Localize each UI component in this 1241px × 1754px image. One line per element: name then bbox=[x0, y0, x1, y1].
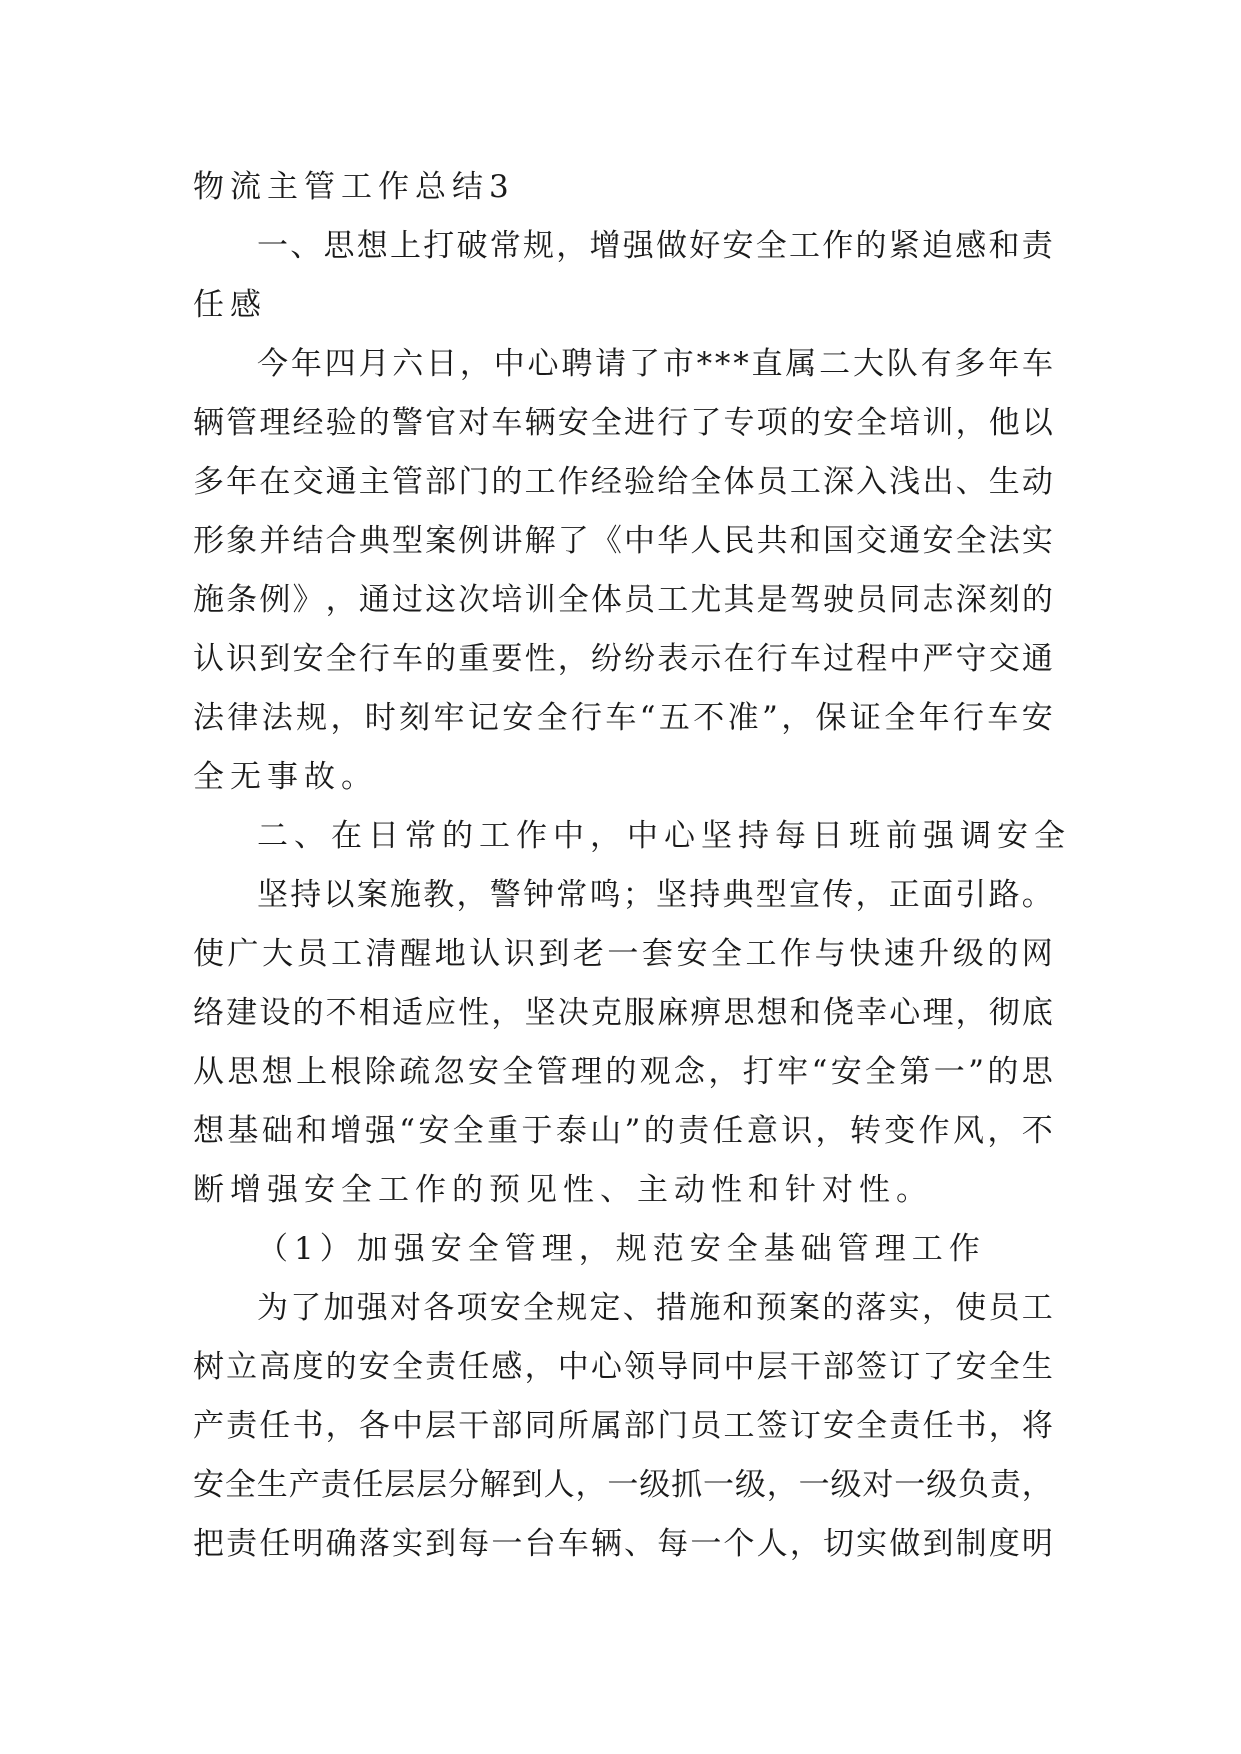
paragraph-line: 想 基 础 和 增 强 “ 安 全 重 于 泰 山 ” 的 责 任 意 识 ， 转 变 作 风 ， 不 bbox=[193, 1113, 1053, 1149]
paragraph-line: （1）加强安全管理，规范安全基础管理工作 bbox=[257, 1231, 986, 1267]
paragraph-line: 产 责 任 书 ， 各 中 层 干 部 同 所 属 部 门 员 工 签 订 安 全 责 任 书 ， 将 bbox=[193, 1408, 1053, 1444]
paragraph-line: 全无事故。 bbox=[193, 759, 378, 795]
paragraph-line: 辆 管 理 经 验 的 警 官 对 车 辆 安 全 进 行 了 专 项 的 安 全 培 训 ， 他 以 bbox=[193, 405, 1053, 441]
paragraph-line: 从 思 想 上 根 除 疏 忽 安 全 管 理 的 观 念 ， 打 牢 “ 安 全 第 一 ” 的 思 bbox=[193, 1054, 1053, 1090]
paragraph-line: 把 责 任 明 确 落 实 到 每 一 台 车 辆 、 每 一 个 人 ， 切 实 做 到 制 度 明 bbox=[193, 1526, 1053, 1562]
paragraph-line: 任感 bbox=[193, 287, 267, 323]
paragraph-line: 坚 持 以 案 施 教 ， 警 钟 常 鸣 ； 坚 持 典 型 宣 传 ， 正 面 引 路 。 bbox=[257, 877, 1053, 913]
paragraph-line: 安 全 生 产 责 任 层 层 分 解 到 人 ， 一 级 抓 一 级 ， 一 级 对 一 级 负 责 ， bbox=[193, 1467, 1053, 1503]
document-title bbox=[193, 158, 1053, 217]
paragraph-line: 一 、 思 想 上 打 破 常 规 ， 增 强 做 好 安 全 工 作 的 紧 迫 感 和 责 bbox=[257, 228, 1053, 264]
paragraph-line: 认 识 到 安 全 行 车 的 重 要 性 ， 纷 纷 表 示 在 行 车 过 程 中 严 守 交 通 bbox=[193, 641, 1053, 677]
paragraph-line: 多 年 在 交 通 主 管 部 门 的 工 作 经 验 给 全 体 员 工 深 入 浅 出 、 生 动 bbox=[193, 464, 1053, 500]
paragraph-line: 施 条 例 》 ， 通 过 这 次 培 训 全 体 员 工 尤 其 是 驾 驶 员 同 志 深 刻 的 bbox=[193, 582, 1053, 618]
paragraph-line: 使 广 大 员 工 清 醒 地 认 识 到 老 一 套 安 全 工 作 与 快 速 升 级 的 网 bbox=[193, 936, 1053, 972]
paragraph-line: 树 立 高 度 的 安 全 责 任 感 ， 中 心 领 导 同 中 层 干 部 签 订 了 安 全 生 bbox=[193, 1349, 1053, 1385]
document-title-text: 物流主管工作总结3 bbox=[193, 169, 515, 205]
paragraph-line: 今 年 四 月 六 日 ， 中 心 聘 请 了 市 * * * 直 属 二 大 队 有 多 年 车 bbox=[257, 346, 1053, 382]
paragraph-line: 二、在日常的工作中，中心坚持每日班前强调安全 bbox=[257, 818, 1071, 854]
paragraph-line: 断增强安全工作的预见性、主动性和针对性。 bbox=[193, 1172, 933, 1208]
document-body bbox=[193, 158, 1071, 1574]
paragraph-line: 络 建 设 的 不 相 适 应 性 ， 坚 决 克 服 麻 痹 思 想 和 侥 幸 心 理 ， 彻 底 bbox=[193, 995, 1053, 1031]
paragraph-line: 为 了 加 强 对 各 项 安 全 规 定 、 措 施 和 预 案 的 落 实 ， 使 员 工 bbox=[257, 1290, 1053, 1326]
paragraph-line: 形 象 并 结 合 典 型 案 例 讲 解 了 《 中 华 人 民 共 和 国 交 通 安 全 法 实 bbox=[193, 523, 1053, 559]
paragraph-line: 法 律 法 规 ， 时 刻 牢 记 安 全 行 车 “ 五 不 准 ” ， 保 证 全 年 行 车 安 bbox=[193, 700, 1053, 736]
